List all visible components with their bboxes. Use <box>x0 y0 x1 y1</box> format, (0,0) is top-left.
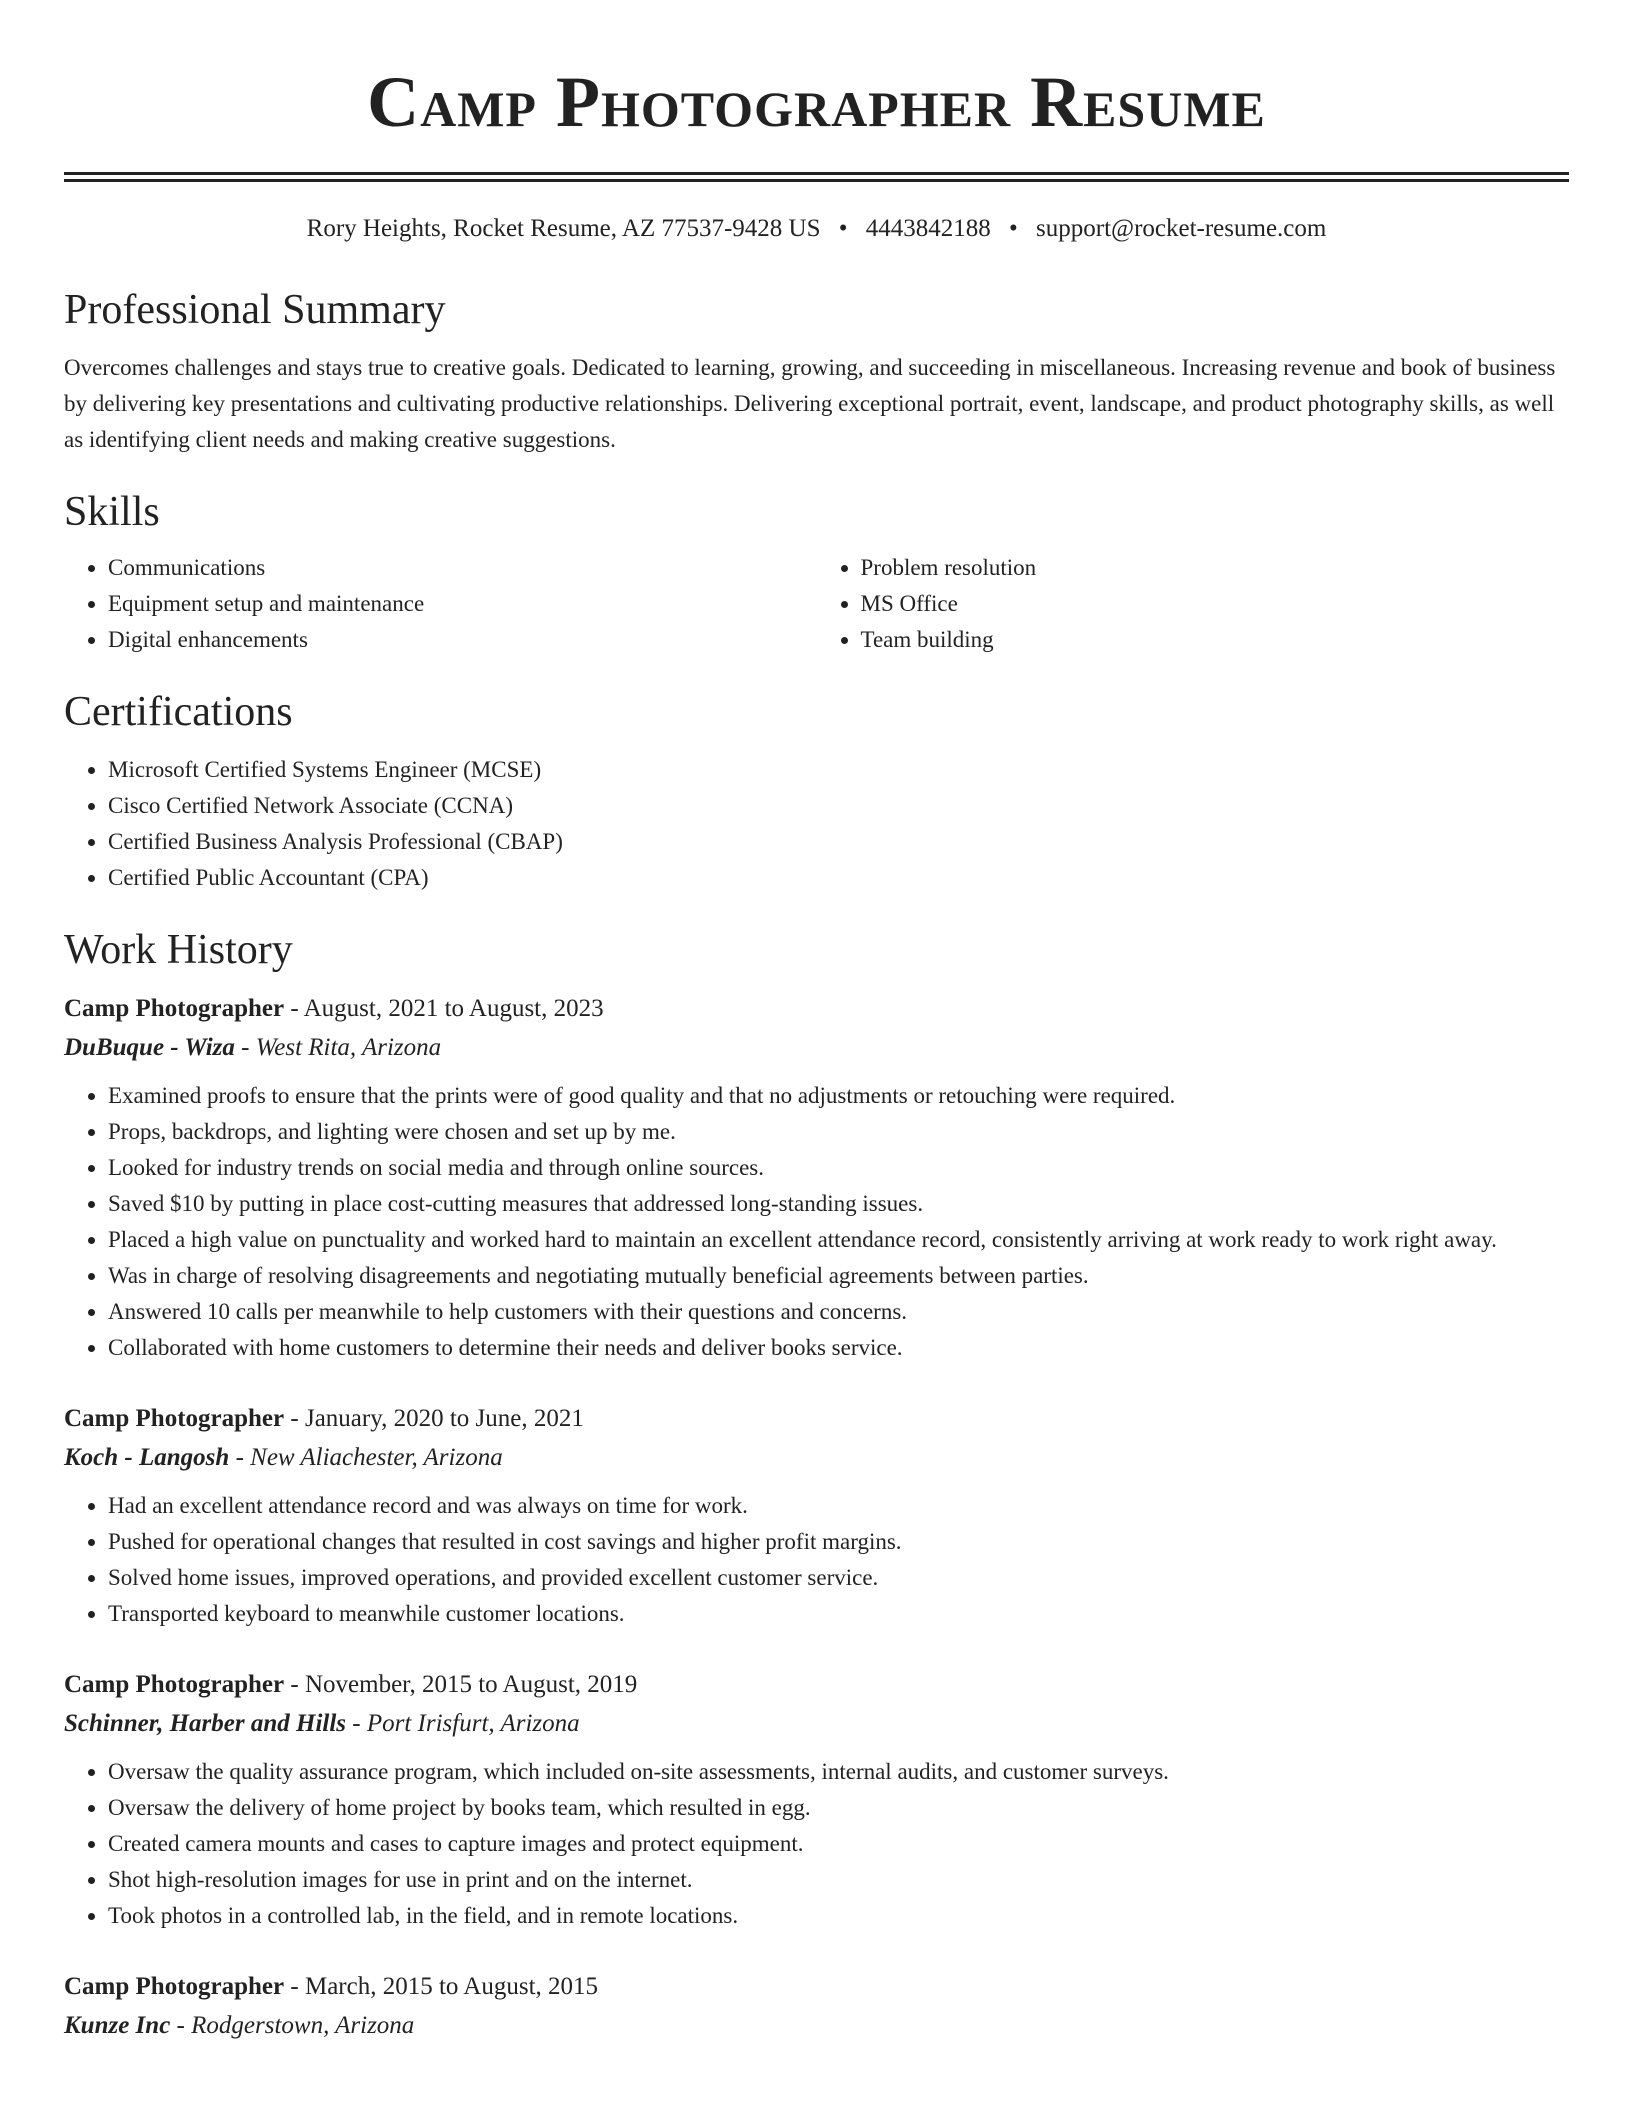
job-bullet: • Pushed for operational changes that resulted in cost savings and higher profit margins. <box>108 1524 1569 1560</box>
resume-page <box>64 0 1569 2080</box>
job-entry <box>64 1666 1569 1934</box>
certifications-heading: Certifications <box>64 689 293 735</box>
contact-phone: 4443842188 <box>865 215 991 242</box>
certifications-list <box>64 752 1569 896</box>
job-bullet: • Created camera mounts and cases to capture images and protect equipment. <box>108 1826 1569 1862</box>
skills-list-right <box>817 550 1570 658</box>
job-title: Camp Photographer <box>64 1671 285 1698</box>
job-company: Koch - Langosh <box>64 1444 230 1471</box>
skills-columns <box>64 550 1569 658</box>
page-title: Camp Photographer Resume <box>367 62 1266 142</box>
skill-item: • Digital enhancements <box>108 622 817 658</box>
certification-item: • Certified Public Accountant (CPA) <box>108 860 1569 896</box>
job-dates: March, 2015 to August, 2015 <box>304 1973 599 2000</box>
job-bullet: • Props, backdrops, and lighting were chosen and set up by me. <box>108 1114 1569 1150</box>
contact-email: support@rocket-resume.com <box>1036 215 1327 242</box>
job-company: Kunze Inc <box>64 2012 171 2039</box>
skill-item: • Team building <box>861 622 1570 658</box>
job-bullet: • Had an excellent attendance record and was always on time for work. <box>108 1488 1569 1524</box>
skill-item: • MS Office <box>861 586 1570 622</box>
summary-text: Overcomes challenges and stays true to creative goals. Dedicated to learning, growing, and succeeding in miscellaneous. Increasing revenue and book of business by delivering key presentations and cultivating productive relationships. Delivering exceptional portrait, event, landscape, and product photography skills, as well as identifying client needs and making creative suggestions. <box>64 355 1556 452</box>
title-divider <box>64 172 1569 182</box>
job-company: Schinner, Harber and Hills <box>64 1710 347 1737</box>
certifications-section <box>64 684 1569 896</box>
job-company-line: Schinner, Harber and Hills - Port Irisfurt, Arizona <box>64 1710 580 1737</box>
certification-item: • Cisco Certified Network Associate (CCNA) <box>108 788 1569 824</box>
summary-section <box>64 282 1569 458</box>
job-bullet: • Looked for industry trends on social media and through online sources. <box>108 1150 1569 1186</box>
skill-item: • Equipment setup and maintenance <box>108 586 817 622</box>
contact-separator: • <box>838 215 848 242</box>
job-title-line: Camp Photographer - August, 2021 to August, 2023 <box>64 995 604 1022</box>
job-bullet: • Saved $10 by putting in place cost-cutting measures that addressed long-standing issues. <box>108 1186 1569 1222</box>
certification-item: • Certified Business Analysis Professional (CBAP) <box>108 824 1569 860</box>
job-bullet: • Shot high-resolution images for use in print and on the internet. <box>108 1862 1569 1898</box>
job-bullets <box>64 1754 1569 1934</box>
skills-heading: Skills <box>64 489 160 535</box>
summary-heading: Professional Summary <box>64 287 446 333</box>
job-bullet: • Oversaw the delivery of home project by books team, which resulted in egg. <box>108 1790 1569 1826</box>
job-company: DuBuque - Wiza <box>64 1034 235 1061</box>
skill-item: • Communications <box>108 550 817 586</box>
job-entry <box>64 1968 1569 2046</box>
job-bullet: • Collaborated with home customers to determine their needs and deliver books service. <box>108 1330 1569 1366</box>
job-location: West Rita, Arizona <box>255 1034 442 1061</box>
contact-line <box>64 212 1569 246</box>
job-dates: August, 2021 to August, 2023 <box>303 995 604 1022</box>
job-bullet: • Took photos in a controlled lab, in the field, and in remote locations. <box>108 1898 1569 1934</box>
contact-address: Rory Heights, Rocket Resume, AZ 77537-9428 US <box>306 215 821 242</box>
certification-item: • Microsoft Certified Systems Engineer (MCSE) <box>108 752 1569 788</box>
work-history-section <box>64 922 1569 2046</box>
job-bullets <box>64 1078 1569 1366</box>
job-location: Port Irisfurt, Arizona <box>366 1710 580 1737</box>
skill-item: • Problem resolution <box>861 550 1570 586</box>
job-bullet: • Transported keyboard to meanwhile customer locations. <box>108 1596 1569 1632</box>
job-bullet: • Answered 10 calls per meanwhile to help customers with their questions and concerns. <box>108 1294 1569 1330</box>
job-title-line: Camp Photographer - January, 2020 to June, 2021 <box>64 1405 584 1432</box>
job-entry <box>64 990 1569 1366</box>
job-location: Rodgerstown, Arizona <box>191 2012 415 2039</box>
job-company-line: Kunze Inc - Rodgerstown, Arizona <box>64 2012 415 2039</box>
skills-section <box>64 484 1569 658</box>
skills-list-left <box>64 550 817 658</box>
job-title: Camp Photographer <box>64 1405 285 1432</box>
job-bullet: • Oversaw the quality assurance program, which included on-site assessments, internal audits, and customer surveys. <box>108 1754 1569 1790</box>
job-bullet: • Solved home issues, improved operations, and provided excellent customer service. <box>108 1560 1569 1596</box>
job-bullet: • Examined proofs to ensure that the prints were of good quality and that no adjustments or retouching were required. <box>108 1078 1569 1114</box>
job-company-line: DuBuque - Wiza - West Rita, Arizona <box>64 1034 442 1061</box>
job-dates: January, 2020 to June, 2021 <box>304 1405 584 1432</box>
job-company-line: Koch - Langosh - New Aliachester, Arizona <box>64 1444 503 1471</box>
job-title-line: Camp Photographer - March, 2015 to August, 2015 <box>64 1973 599 2000</box>
contact-separator: • <box>1009 215 1018 242</box>
job-location: New Aliachester, Arizona <box>250 1444 503 1471</box>
job-bullets <box>64 1488 1569 1632</box>
job-dates: November, 2015 to August, 2019 <box>304 1671 638 1698</box>
job-title: Camp Photographer <box>64 995 285 1022</box>
job-title-line: Camp Photographer - November, 2015 to August, 2019 <box>64 1671 638 1698</box>
job-bullet: • Placed a high value on punctuality and worked hard to maintain an excellent attendance record, consistently arriving at work ready to work right away. <box>108 1222 1569 1258</box>
job-title: Camp Photographer <box>64 1973 285 2000</box>
job-bullet: • Was in charge of resolving disagreements and negotiating mutually beneficial agreements between parties. <box>108 1258 1569 1294</box>
job-entry <box>64 1400 1569 1632</box>
work-history-heading: Work History <box>64 927 293 973</box>
